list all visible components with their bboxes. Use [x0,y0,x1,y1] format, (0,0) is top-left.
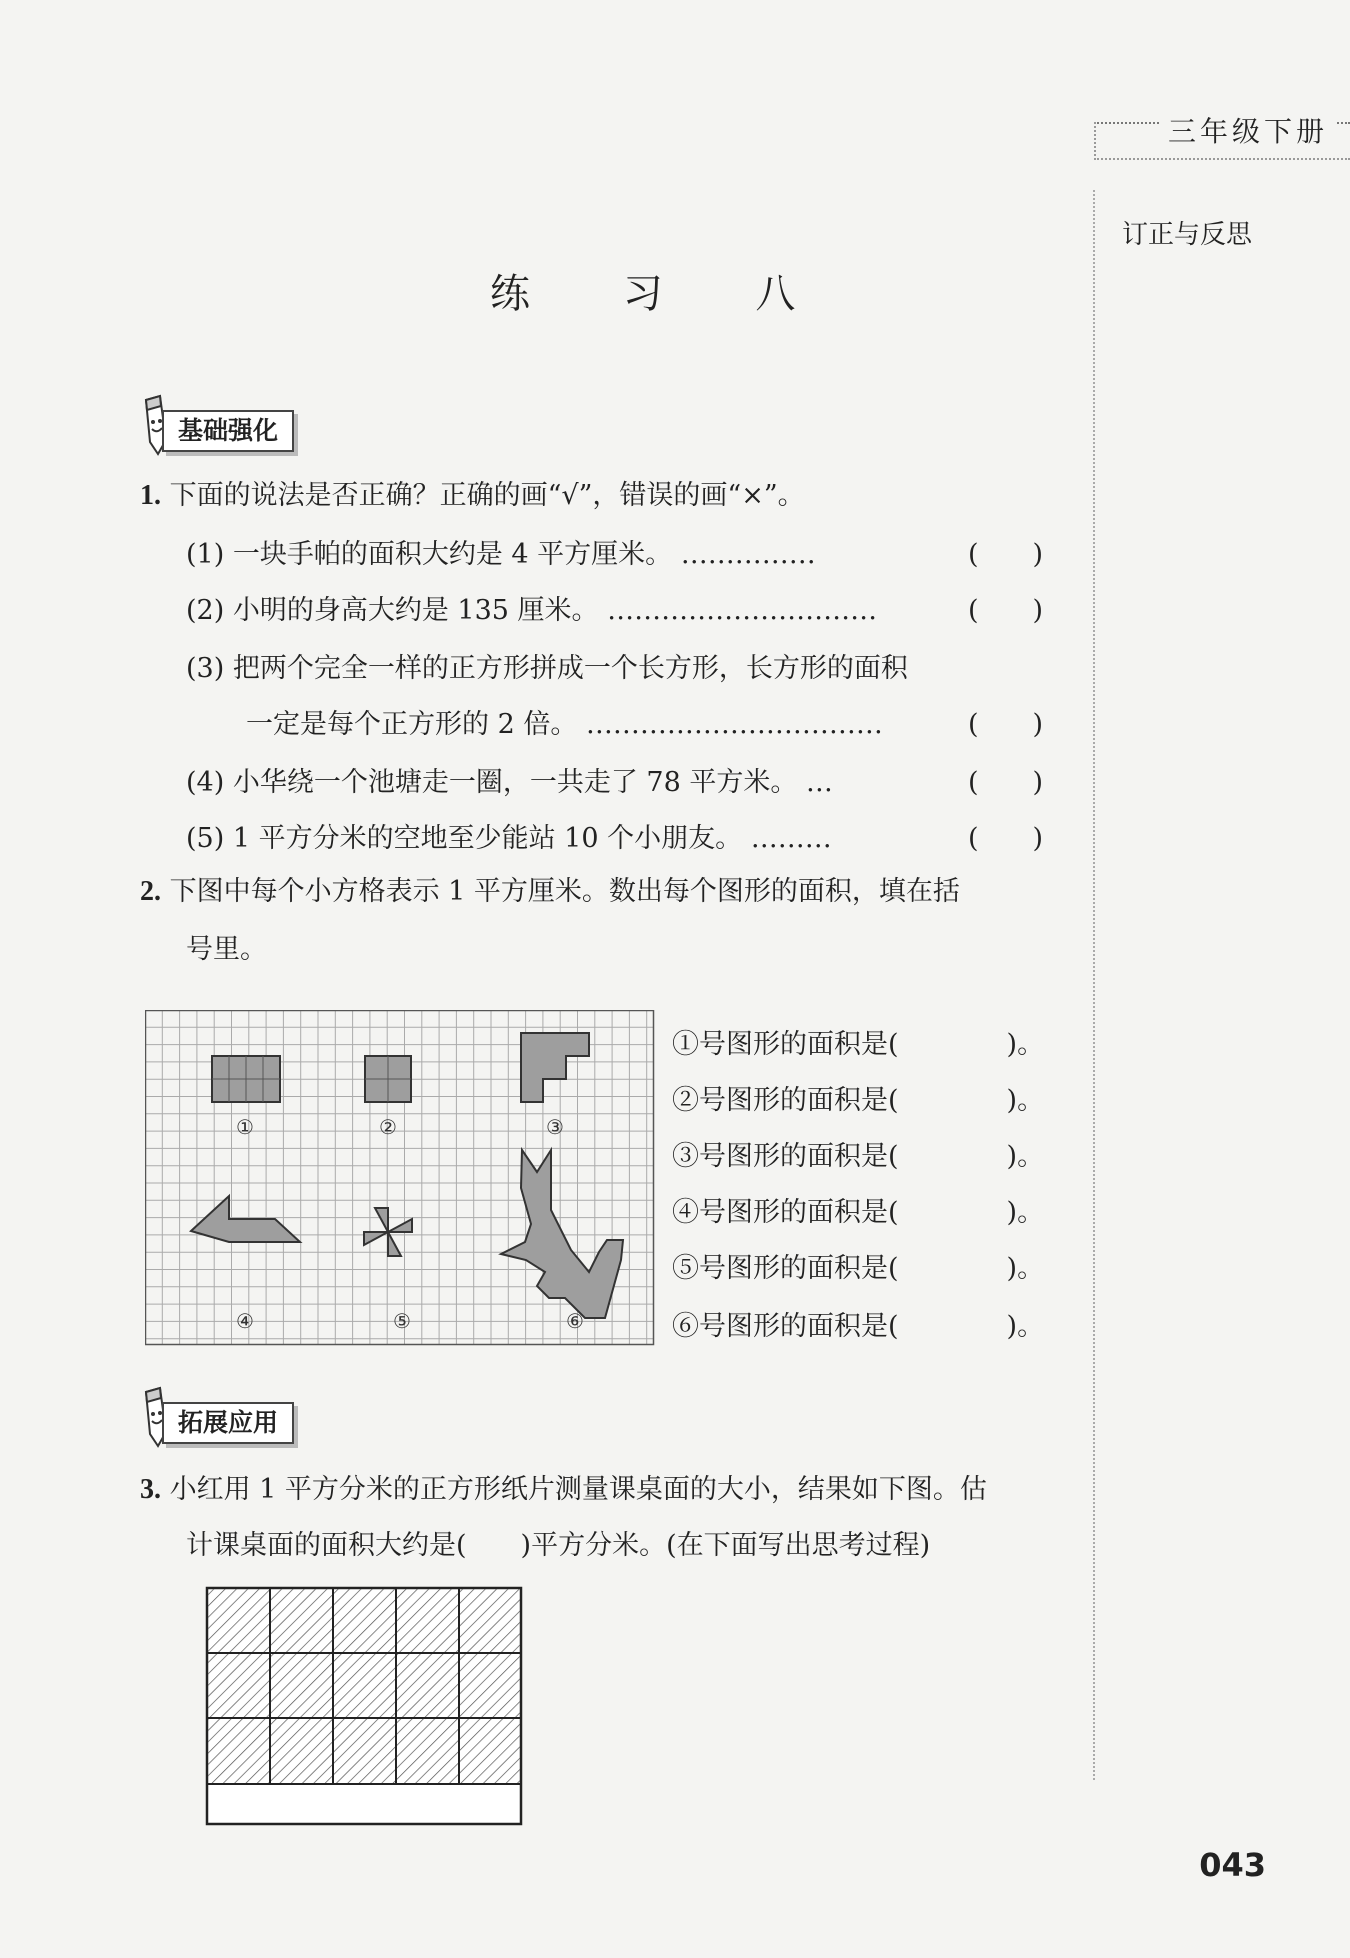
question-3: 3. 小红用 1 平方分米的正方形纸片测量课桌面的大小，结果如下图。估 [140,1474,987,1505]
answer-blank[interactable]: ( ) [968,539,1044,570]
question-1: 1. 下面的说法是否正确？正确的画“√”，错误的画“×”。 [140,480,805,511]
page-number: 043 [1199,1846,1266,1884]
shape-6 [501,1150,623,1318]
figure-label-2: ② [379,1115,397,1139]
answer-blank[interactable]: ( ) [968,595,1044,626]
question-1-text: 下面的说法是否正确？正确的画“√”，错误的画“×”。 [169,480,805,511]
q1-item-4: (4) 小华绕一个池塘走一圈，一共走了 78 平方米。 … [186,767,833,798]
area-grid-figure [145,1010,657,1346]
section-label: 拓展应用 [162,1402,294,1444]
q2-answer-6[interactable]: ⑥号图形的面积是( )。 [672,1311,1045,1342]
q1-item-1: (1) 一块手帕的面积大约是 4 平方厘米。 …………… [186,539,816,570]
grade-banner [1094,108,1350,160]
section-label: 基础强化 [162,410,294,452]
answer-blank[interactable]: ( ) [968,767,1044,798]
q2-answer-1[interactable]: ①号图形的面积是( )。 [672,1029,1045,1060]
figure-label-4: ④ [236,1309,254,1333]
q1-item-5: (5) 1 平方分米的空地至少能站 10 个小朋友。 ……… [186,823,832,854]
answer-blank[interactable]: ( ) [968,709,1044,740]
figure-label-6: ⑥ [566,1309,584,1333]
answer-blank[interactable]: ( ) [968,823,1044,854]
grade-label: 三年级下册 [1160,110,1336,150]
q1-item-3-cont: 一定是每个正方形的 2 倍。 …………………………… [246,709,883,740]
section-extend [140,1400,340,1444]
question-3-text: 小红用 1 平方分米的正方形纸片测量课桌面的大小，结果如下图。估 [169,1474,987,1505]
question-2: 2. 下图中每个小方格表示 1 平方厘米。数出每个图形的面积，填在括 [140,876,960,907]
figure-label-5: ⑤ [393,1309,411,1333]
q2-answer-2[interactable]: ②号图形的面积是( )。 [672,1085,1045,1116]
q1-item-3: (3) 把两个完全一样的正方形拼成一个长方形，长方形的面积 [186,653,908,684]
figure-label-3: ③ [546,1115,564,1139]
page-title: 练 习 八 [490,271,836,317]
q2-answer-5[interactable]: ⑤号图形的面积是( )。 [672,1253,1045,1284]
q2-answer-4[interactable]: ④号图形的面积是( )。 [672,1197,1045,1228]
q2-answer-3[interactable]: ③号图形的面积是( )。 [672,1141,1045,1172]
question-2-text: 下图中每个小方格表示 1 平方厘米。数出每个图形的面积，填在括 [169,876,960,907]
margin-divider [1093,190,1095,1780]
desk-figure [205,1586,525,1828]
section-basic [140,408,340,452]
question-2-line2: 号里。 [186,934,267,965]
q1-item-2: (2) 小明的身高大约是 135 厘米。 ………………………… [186,595,878,626]
question-3-line2: 计课桌面的面积大约是( )平方分米。(在下面写出思考过程) [186,1530,931,1561]
side-title: 订正与反思 [1122,220,1253,250]
figure-label-1: ① [236,1115,254,1139]
